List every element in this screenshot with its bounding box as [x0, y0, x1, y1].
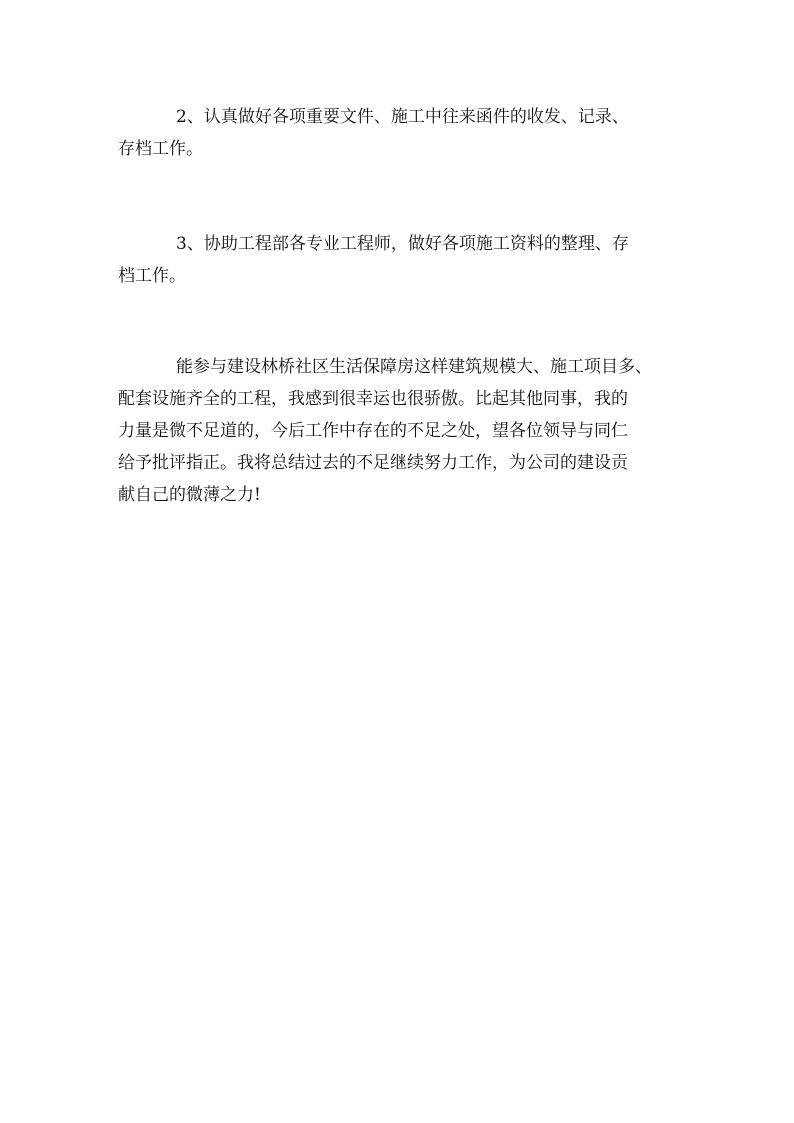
- paragraph-line: 给予批评指正。我将总结过去的不足继续努力工作，为公司的建设贡: [118, 453, 628, 473]
- paragraph-line: 配套设施齐全的工程，我感到很幸运也很骄傲。比起其他同事，我的: [118, 389, 628, 409]
- paragraph-line: 存档工作。: [118, 139, 203, 159]
- paragraph-conclusion: [118, 351, 688, 511]
- paragraph-line: 2、认真做好各项重要文件、施工中往来函件的收发、记录、: [176, 107, 629, 127]
- paragraph-item-2: [118, 101, 688, 165]
- paragraph-line: 能参与建设林桥社区生活保障房这样建筑规模大、施工项目多、: [176, 357, 652, 377]
- paragraph-line: 3、协助工程部各专业工程师，做好各项施工资料的整理、存: [176, 234, 629, 254]
- paragraph-line: 力量是微不足道的，今后工作中存在的不足之处，望各位领导与同仁: [118, 421, 628, 441]
- paragraph-item-3: [118, 228, 688, 292]
- paragraph-line: 档工作。: [118, 266, 186, 286]
- paragraph-line: 献自己的微薄之力!: [118, 485, 261, 505]
